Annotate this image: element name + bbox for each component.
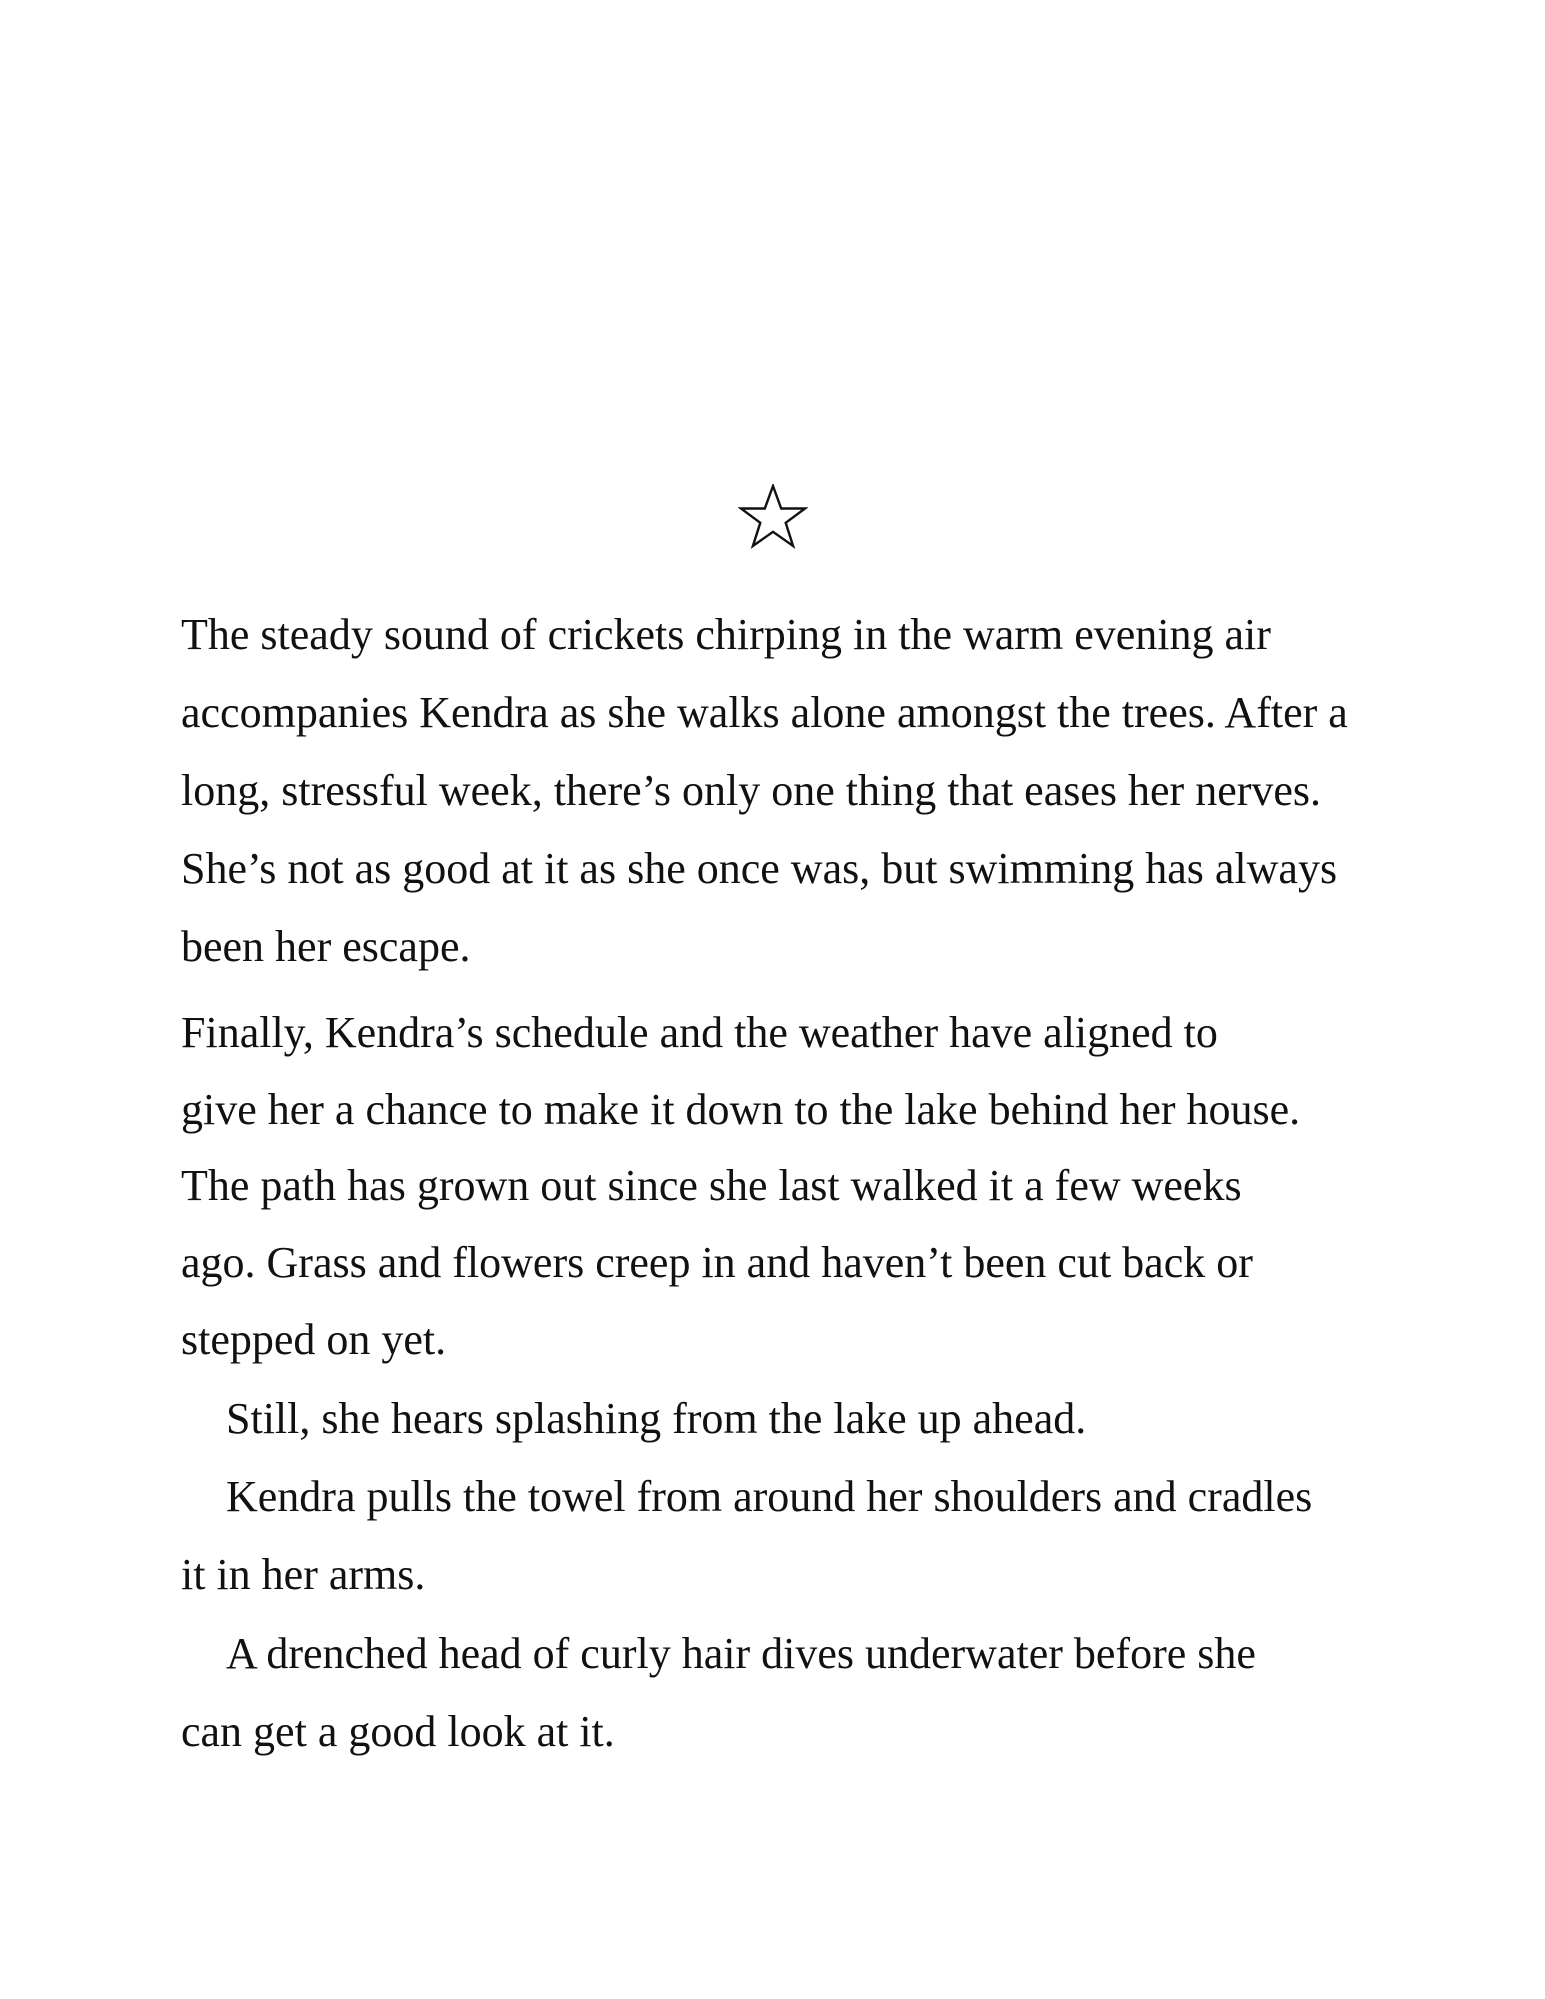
paragraph-2-line-5: stepped on yet. (181, 1315, 447, 1364)
paragraph-1-line-3: long, stressful week, there’s only one thing that eases her nerves. (181, 766, 1322, 815)
paragraph-5-line-1: A drenched head of curly hair dives underwater before she (226, 1629, 1256, 1678)
section-break-ornament (0, 484, 1545, 554)
paragraph-2-line-1: Finally, Kendra’s schedule and the weather have aligned to (181, 1008, 1218, 1057)
paragraph-4-line-1: Kendra pulls the towel from around her shoulders and cradles (226, 1472, 1313, 1521)
paragraph-2-line-3: The path has grown out since she last walked it a few weeks (181, 1161, 1242, 1210)
paragraph-2-line-4: ago. Grass and flowers creep in and haven’t been cut back or (181, 1238, 1253, 1287)
paragraph-4-line-2: it in her arms. (181, 1550, 426, 1599)
paragraph-1-line-1: The steady sound of crickets chirping in the warm evening air (181, 610, 1271, 659)
paragraph-2-line-2: give her a chance to make it down to the lake behind her house. (181, 1085, 1301, 1134)
paragraph-5-line-2: can get a good look at it. (181, 1707, 615, 1756)
star-outline-icon (738, 484, 808, 550)
paragraph-1-line-5: been her escape. (181, 922, 471, 971)
paragraph-1-line-4: She’s not as good at it as she once was, but swimming has always (181, 844, 1338, 893)
paragraph-3-line-1: Still, she hears splashing from the lake up ahead. (226, 1394, 1087, 1443)
paragraph-1-line-2: accompanies Kendra as she walks alone amongst the trees. After a (181, 688, 1348, 737)
